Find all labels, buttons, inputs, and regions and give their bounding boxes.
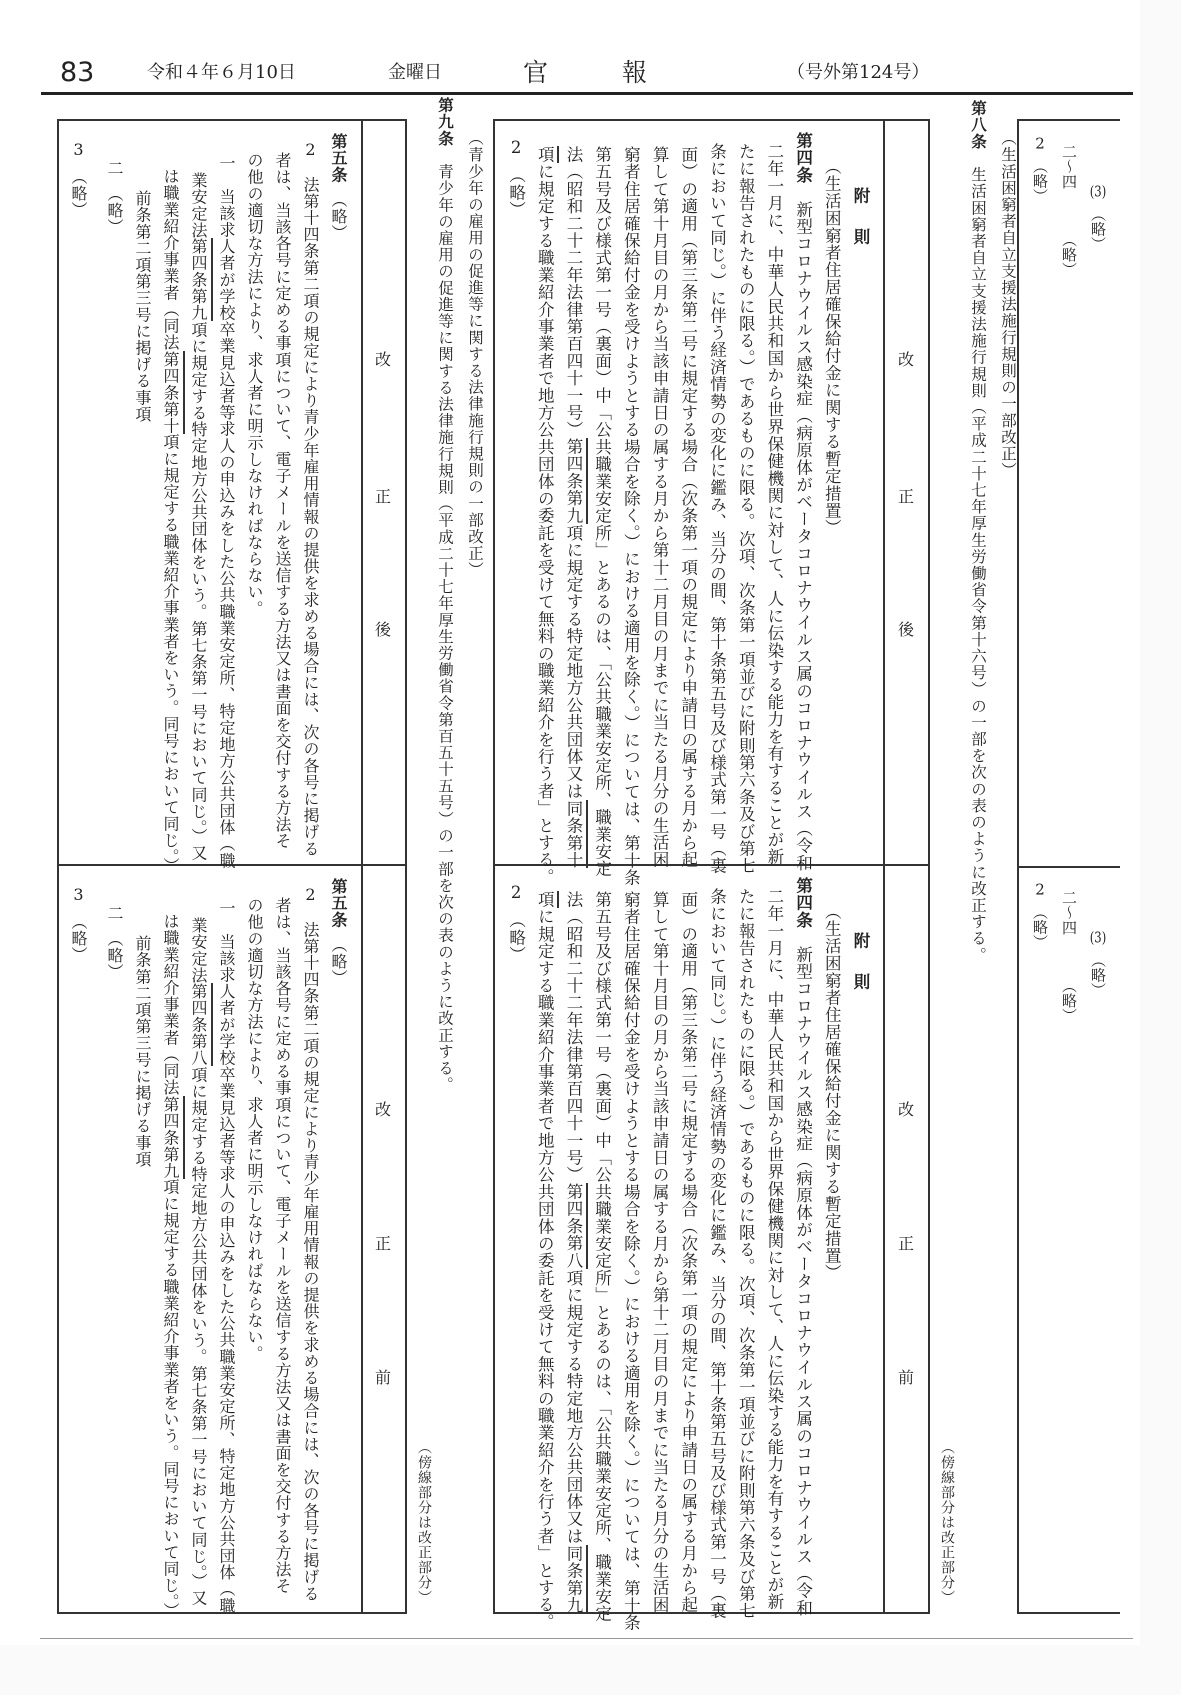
article4-label: 第四条 — [793, 877, 813, 929]
text-segment: 法（昭和二十二年法律第百四十一号） — [563, 146, 583, 439]
table8-row — [1025, 868, 1054, 1568]
text-line: 二年一月に、中華人民共和国から世界保健機関に対して、人に伝染する能力を有することが新 — [764, 143, 784, 866]
text-segment: に規定する職業紹介事業者で地方公共団体の委託を受けて無料の職業紹介を行う者」とする。 — [535, 908, 555, 1631]
text-line: 2 法第十四条第二項の規定により青少年雇用情報の提供を求める場合には、次の各号に掲げる — [301, 885, 320, 1602]
amended-text: 第四条第十 — [161, 351, 185, 434]
text-line: 窮者住居確保給付金を受けようとする場合を除く。）における適用を除く。）については、第十条 — [621, 146, 641, 887]
article9-body: 青少年の雇用の促進等に関する法律施行規則（平成二十七年厚生労働省令第百五十五号）の一部を次の表のように改正する。 — [436, 146, 454, 1094]
text-segment: 項に規定する職業紹介事業者をいう。同号において同じ。） — [161, 1178, 180, 1619]
table1-label-before-1: 改 — [897, 1100, 914, 1119]
table2-before-text — [64, 865, 352, 1619]
row-text: （略） — [1031, 166, 1049, 204]
row-text: （略） — [1031, 912, 1049, 950]
text-line: 面）の適用（第三条第二号に規定する場合（次条第一項の規定により申請日の属する月から起 — [678, 891, 698, 1614]
table1-after-text — [501, 120, 874, 887]
text-segment: 業安定法 — [189, 172, 208, 239]
text-segment: 業安定法 — [189, 917, 208, 984]
text-line: 面）の適用（第三条第二号に規定する場合（次条第一項の規定により申請日の属する月から起 — [678, 146, 698, 869]
supplementary-title: 附 則 — [851, 932, 870, 994]
table2-label-before-3: 前 — [374, 1368, 391, 1387]
article4-label: 第四条 — [793, 132, 813, 184]
text-line: 一 当該求人者が学校卒業見込者等求人の申込みをした公共職業安定所、特定地方公共団体（職 — [217, 900, 236, 1614]
amended-text: 項 — [535, 891, 559, 908]
gazette-title-second: 報 — [622, 58, 648, 87]
weekday: 金曜日 — [388, 62, 442, 83]
supplementary-heading: （生活困窮者住居確保給付金に関する暫定措置） — [822, 903, 842, 1282]
article4-line — [788, 865, 817, 1617]
text-line: 第五号及び様式第一号（裏面）中「公共職業安定所」とあるのは、「公共職業安定所、職業安定 — [592, 891, 612, 1623]
table1-label-after-3: 後 — [897, 620, 914, 639]
table8-left-border — [1017, 119, 1019, 1614]
text-line: 者は、当該各号に定める事項について、電子メールを送信する方法又は書面を交付する方法そ — [273, 152, 292, 850]
row-number: 2 — [1035, 136, 1045, 151]
article8-caption — [963, 100, 1023, 963]
paragraph-2: 2 （略） — [506, 883, 526, 964]
issue-number: （号外第124号） — [787, 62, 930, 83]
text-line: 算して第十月目の月から当該申請日の属する月から第十二月目の月までに当たる月分の生活困 — [650, 891, 670, 1614]
article8-body: 生活困窮者自立支援法施行規則（平成二十七年厚生労働省令第十六号）の一部を次の表のように改正する。 — [969, 149, 987, 964]
supplementary-heading: （生活困窮者住居確保給付金に関する暫定措置） — [822, 158, 842, 537]
text-line: 新型コロナウイルス感染症（病原体がベータコロナウイルス属のコロナウイルス（令和 — [793, 183, 813, 872]
text-line: 窮者住居確保給付金を受けようとする場合を除く。）における適用を除く。）については、第十条 — [621, 891, 641, 1632]
text-line — [530, 865, 559, 1631]
text-line: 前条第二項第三号に掲げる事項 — [133, 935, 152, 1168]
table2-label-after-3: 後 — [374, 620, 391, 639]
gazette-title-first: 官 — [523, 58, 549, 87]
article8-text — [963, 100, 993, 963]
text-line — [156, 120, 184, 874]
row-text: （略） — [1060, 978, 1078, 1023]
article9-footnote: （傍線部分は改正部分） — [416, 1440, 432, 1605]
table8-row — [1054, 868, 1083, 1568]
amended-text: 第四条第八 — [189, 983, 213, 1066]
amended-text: 項 — [535, 146, 559, 163]
page-number: 83 — [60, 57, 95, 88]
supplementary-title: 附 則 — [851, 187, 870, 249]
text-line — [156, 865, 184, 1619]
text-segment: は職業紹介事業者（同法 — [161, 913, 180, 1096]
article8-label: 第八条 — [969, 100, 987, 150]
article5-line — [324, 120, 352, 860]
row-number: 2 — [1035, 882, 1045, 897]
text-line: たに報告されたものに限る。）であるものに限る。次項、次条第一項並びに附則第六条及び第七 — [736, 888, 756, 1620]
text-line: 3 （略） — [69, 885, 88, 963]
text-line: 新型コロナウイルス感染症（病原体がベータコロナウイルス属のコロナウイルス（令和 — [793, 928, 813, 1617]
table1-label-before-2: 正 — [897, 1234, 914, 1253]
text-line: 二 （略） — [105, 905, 124, 980]
text-segment: 項に規定する特定地方公共団体又は — [563, 524, 583, 800]
table8-row — [1054, 122, 1083, 822]
text-line — [184, 120, 212, 860]
issue-date: 令和４年６月10日 — [147, 62, 296, 83]
text-line: の他の適切な方法により、求人者に明示しなければならない。 — [245, 897, 264, 1362]
text-line — [184, 865, 212, 1605]
row-text: （略） — [1060, 232, 1078, 277]
row-text: （略） — [1089, 960, 1107, 998]
article4-line — [788, 120, 817, 872]
table8-bottom-border — [1018, 1612, 1120, 1614]
article5-line — [324, 865, 352, 1605]
table1-label-after-1: 改 — [897, 350, 914, 369]
table2-after-text — [64, 120, 352, 874]
table8-top-border — [1018, 119, 1120, 121]
table2-label-after-1: 改 — [374, 350, 391, 369]
row-number: 二～四 — [1060, 890, 1078, 935]
paragraph-2: 2 （略） — [506, 138, 526, 219]
amended-text: 第四条第九 — [564, 438, 588, 524]
text-line: 2 法第十四条第二項の規定により青少年雇用情報の提供を求める場合には、次の各号に掲げる — [301, 140, 320, 857]
table8-row — [1083, 868, 1112, 1568]
text-line: 第五号及び様式第一号（裏面）中「公共職業安定所」とあるのは、「公共職業安定所、職業安定 — [592, 146, 612, 878]
article9-heading: （青少年の雇用の促進等に関する法律施行規則の一部改正） — [466, 130, 484, 579]
text-line — [530, 120, 559, 886]
row-number: 二～四 — [1060, 144, 1078, 189]
amended-text: 第四条第九 — [189, 238, 213, 321]
table2-label-after-2: 正 — [374, 487, 391, 506]
text-line: 一 当該求人者が学校卒業見込者等求人の申込みをした公共職業安定所、特定地方公共団体（職 — [217, 155, 236, 869]
text-line: 者は、当該各号に定める事項について、電子メールを送信する方法又は書面を交付する方法そ — [273, 897, 292, 1595]
amended-text: 同条第十 — [564, 800, 588, 869]
text-segment: 項に規定する職業紹介事業者をいう。同号において同じ。） — [161, 433, 180, 874]
text-segment: は職業紹介事業者（同法 — [161, 168, 180, 351]
article8-footnote: （傍線部分は改正部分） — [939, 1440, 955, 1605]
table8-after — [1025, 122, 1112, 822]
text-line: 二年一月に、中華人民共和国から世界保健機関に対して、人に伝染する能力を有することが新 — [764, 888, 784, 1611]
footer-rule — [40, 1638, 1133, 1639]
amended-text: 同条第九 — [564, 1545, 588, 1614]
table2-label-before-2: 正 — [374, 1234, 391, 1253]
text-segment: 項に規定する特定地方公共団体をいう。第七条第一号において同じ。）又 — [189, 321, 208, 862]
row-number: (3) — [1089, 930, 1107, 945]
table1-before-text — [501, 865, 874, 1632]
text-line: 二 （略） — [105, 160, 124, 235]
text-segment: 法（昭和二十二年法律第百四十一号） — [563, 891, 583, 1184]
text-line — [558, 120, 587, 869]
text-segment: 項に規定する特定地方公共団体をいう。第七条第一号において同じ。）又 — [189, 1066, 208, 1607]
table1-label-divider — [883, 119, 885, 1614]
amended-text: 第四条第九 — [161, 1096, 185, 1179]
table8-row — [1025, 122, 1054, 822]
table2-label-before-1: 改 — [374, 1100, 391, 1119]
row-number: (3) — [1089, 184, 1107, 199]
article5-label: 第五条 — [329, 878, 348, 928]
text-line: の他の適切な方法により、求人者に明示しなければならない。 — [245, 152, 264, 617]
text-line: たに報告されたものに限る。）であるものに限る。次項、次条第一項並びに附則第六条及び第七 — [736, 143, 756, 875]
text-line: 前条第二項第三号に掲げる事項 — [133, 190, 152, 423]
text-segment: （略） — [329, 927, 348, 987]
table8-before — [1025, 868, 1112, 1568]
text-line: 3 （略） — [69, 140, 88, 218]
text-segment: に規定する職業紹介事業者で地方公共団体の委託を受けて無料の職業紹介を行う者」とする。 — [535, 163, 555, 886]
text-line: 算して第十月目の月から当該申請日の属する月から第十二月目の月までに当たる月分の生活困 — [650, 146, 670, 869]
article9-text — [430, 97, 460, 1093]
article5-label: 第五条 — [329, 133, 348, 183]
text-line — [558, 865, 587, 1614]
text-segment: 項に規定する特定地方公共団体又は — [563, 1269, 583, 1545]
text-segment: （略） — [329, 182, 348, 242]
text-line: 条において同じ。）に伴う経済情勢の変化に鑑み、当分の間、第十条第五号及び様式第一号（裏 — [707, 888, 727, 1620]
table2-label-divider — [361, 119, 363, 1614]
header-rule — [41, 92, 1133, 95]
article9-label: 第九条 — [436, 97, 454, 147]
amended-text: 第四条第八 — [564, 1183, 588, 1269]
table1-label-before-3: 前 — [897, 1368, 914, 1387]
table1-label-after-2: 正 — [897, 487, 914, 506]
row-text: （略） — [1089, 214, 1107, 252]
article9-caption — [430, 97, 490, 1093]
text-line: 条において同じ。）に伴う経済情勢の変化に鑑み、当分の間、第十条第五号及び様式第一号（裏 — [707, 143, 727, 875]
table8-row — [1083, 122, 1112, 822]
article8-heading: （生活困窮者自立支援法施行規則の一部改正） — [999, 130, 1017, 479]
